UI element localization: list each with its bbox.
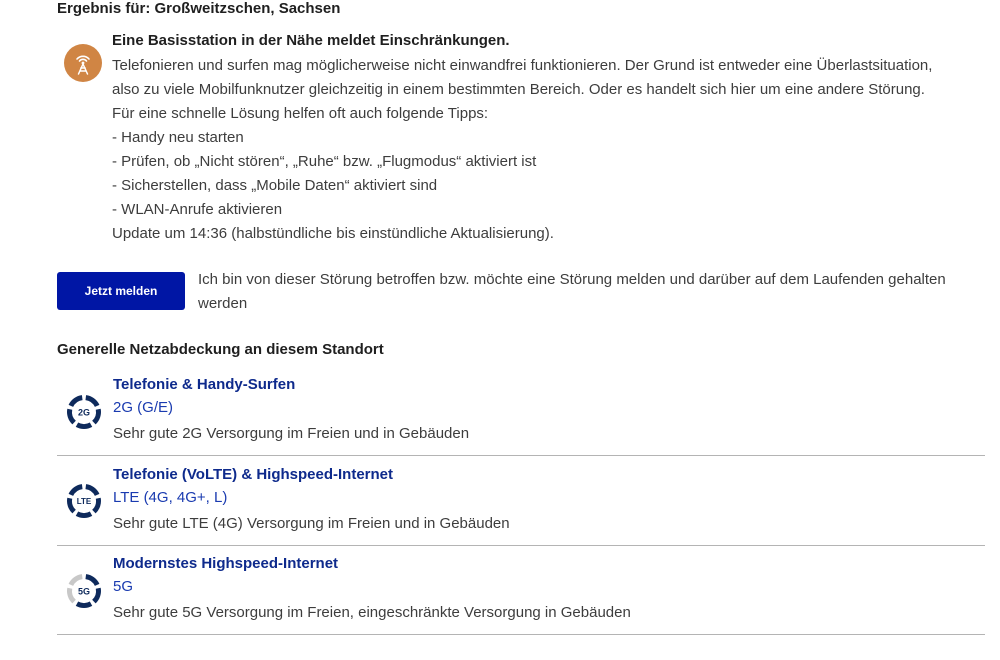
signal-ring-segment xyxy=(70,409,75,422)
coverage-technology: LTE (4G, 4G+, L) xyxy=(113,489,228,506)
signal-ring-segment xyxy=(77,425,91,427)
coverage-title: Modernstes Highspeed-Internet xyxy=(113,555,339,572)
alert-tip: - Handy neu starten xyxy=(112,129,244,146)
signal-ring-segment xyxy=(86,398,97,406)
coverage-item-5g xyxy=(57,553,985,635)
signal-ring-segment xyxy=(94,409,99,422)
lte-signal-icon xyxy=(66,483,102,519)
coverage-technology: 2G (G/E) xyxy=(113,399,174,416)
coverage-heading: Generelle Netzabdeckung an diesem Standort xyxy=(57,341,384,358)
coverage-description: Sehr gute 5G Versorgung im Freien, eingeschränkte Versorgung in Gebäuden xyxy=(113,604,631,621)
signal-ring-segment xyxy=(77,514,91,516)
coverage-item-lte xyxy=(57,464,985,546)
coverage-badge-label: LTE xyxy=(76,497,92,506)
coverage-title: Telefonie & Handy-Surfen xyxy=(113,376,296,393)
signal-ring-segment xyxy=(94,588,99,601)
signal-ring-segment xyxy=(86,577,97,585)
signal-ring-segment xyxy=(70,498,75,511)
alert-text xyxy=(112,54,987,246)
alert-message xyxy=(112,31,987,246)
2g-signal-icon xyxy=(66,394,102,430)
signal-ring-segment xyxy=(71,577,82,585)
alert-tip: - WLAN-Anrufe aktivieren xyxy=(112,201,283,218)
signal-ring-segment xyxy=(86,487,97,495)
signal-ring-segment xyxy=(70,588,75,601)
report-description: Ich bin von dieser Störung betroffen bzw. möchte eine Störung melden und darüber auf dem Laufenden gehalten werden xyxy=(198,271,946,312)
alert-line: also zu viele Mobilfunknutzer gleichzeitig in einem bestimmten Bereich. Oder es handelt sich hier um eine andere Störung. xyxy=(112,81,925,98)
signal-ring-segment xyxy=(71,398,82,406)
alert-line: Für eine schnelle Lösung helfen oft auch folgende Tipps: xyxy=(112,105,489,122)
coverage-badge-label: 5G xyxy=(77,586,91,597)
alert-line: Telefonieren und surfen mag möglicherweise nicht einwandfrei funktionieren. Der Grund ist entweder eine Überlastsituation, xyxy=(112,57,933,74)
signal-ring-segment xyxy=(94,498,99,511)
5g-signal-icon xyxy=(66,573,102,609)
alert-update-time: Update um 14:36 (halbstündliche bis einstündliche Aktualisierung). xyxy=(112,225,554,242)
signal-ring-segment xyxy=(71,487,82,495)
alert-title: Eine Basisstation in der Nähe meldet Einschränkungen. xyxy=(112,32,510,49)
coverage-description: Sehr gute LTE (4G) Versorgung im Freien und in Gebäuden xyxy=(113,515,510,532)
result-heading: Ergebnis für: Großweitzschen, Sachsen xyxy=(57,0,341,17)
coverage-description: Sehr gute 2G Versorgung im Freien und in Gebäuden xyxy=(113,425,470,442)
report-outage-button[interactable]: Jetzt melden xyxy=(57,272,185,310)
alert-tip: - Prüfen, ob „Nicht stören“, „Ruhe“ bzw. „Flugmodus“ aktiviert ist xyxy=(112,153,537,170)
coverage-title: Telefonie (VoLTE) & Highspeed-Internet xyxy=(113,466,394,483)
signal-ring-segment xyxy=(77,604,91,606)
coverage-badge-label: 2G xyxy=(77,407,91,418)
coverage-technology: 5G xyxy=(113,578,134,595)
cell-tower-icon xyxy=(64,44,102,82)
coverage-item-2g xyxy=(57,374,985,456)
alert-tip: - Sicherstellen, dass „Mobile Daten“ aktiviert sind xyxy=(112,177,438,194)
